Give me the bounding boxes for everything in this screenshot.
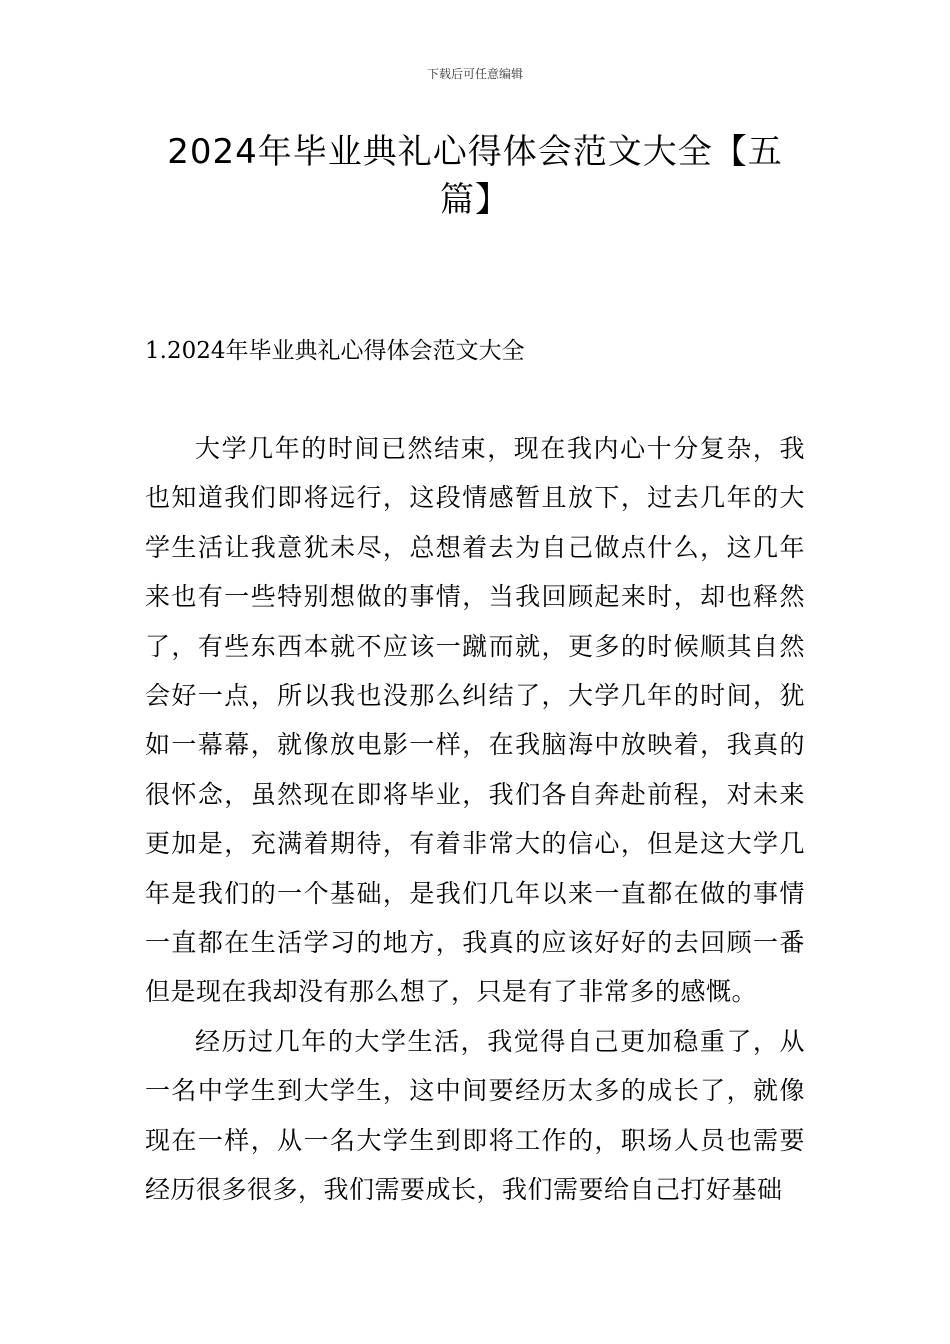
paragraph: 大学几年的时间已然结束，现在我内心十分复杂，我也知道我们即将远行，这段情感暂且放下，过去几年的大学生活让我意犹未尽，总想着去为自己做点什么，这几年来也有一些特别想做的事情，当我回顾起来时，却也释然了，有些东西本就不应该一蹴而就，更多的时候顺其自然会好一点，所以我也没那么纠结了，大学几年的时间，犹如一幕幕，就像放电影一样，在我脑海中放映着，我真的很怀念，虽然现在即将毕业，我们各自奔赴前程，对未来更加是，充满着期待，有着非常大的信心，但是这大学几年是我们的一个基础，是我们几年以来一直都在做的事情一直都在生活学习的地方，我真的应该好好的去回顾一番但是现在我却没有那么想了，只是有了非常多的感慨。 <box>145 434 805 1007</box>
section-heading: 1.2024年毕业典礼心得体会范文大全 <box>145 338 525 364</box>
paragraph: 经历过几年的大学生活，我觉得自己更加稳重了，从一名中学生到大学生，这中间要经历太多的成长了，就像现在一样，从一名大学生到即将工作的，职场人员也需要经历很多很多，我们需要成长，我们需要给自己打好基础 <box>145 1026 805 1205</box>
body-text <box>145 424 805 1215</box>
document-title: 2024年毕业典礼心得体会范文大全【五篇】 <box>167 132 783 220</box>
header-note: 下载后可任意编辑 <box>426 67 523 81</box>
